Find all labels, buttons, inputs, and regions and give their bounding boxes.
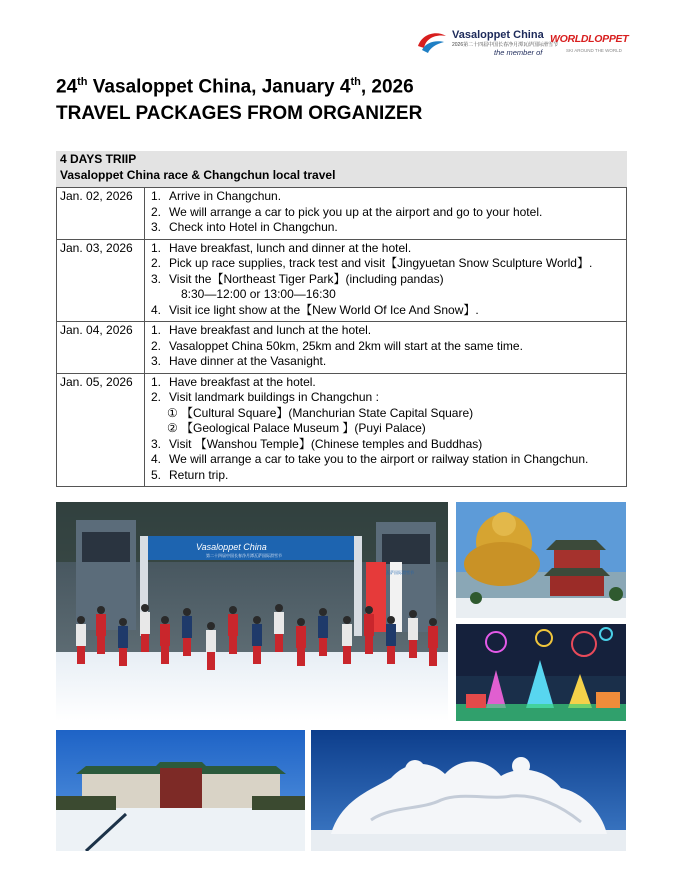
item-number: 1. xyxy=(151,374,162,389)
item-number: 4. xyxy=(151,452,162,466)
logo-name: Vasaloppet China xyxy=(452,29,544,41)
itinerary-item xyxy=(145,421,626,437)
itinerary-item xyxy=(145,205,626,221)
package-name: 4 DAYS TRIIP xyxy=(60,152,137,166)
item-number: 5. xyxy=(151,467,162,482)
snow-sculpture-photo xyxy=(311,730,626,851)
item-number: 4. xyxy=(151,302,162,317)
item-number: 2. xyxy=(151,390,162,404)
item-text: Have breakfast, lunch and dinner at the hotel. xyxy=(169,240,412,255)
itinerary-item xyxy=(145,287,626,303)
item-text: 【Geological Palace Museum 】(Puyi Palace) xyxy=(181,421,426,435)
itinerary-item xyxy=(145,256,626,272)
buddha-temple-photo xyxy=(456,502,626,618)
item-number: 3. xyxy=(151,354,162,368)
itinerary-item xyxy=(145,437,626,453)
item-text: Check into Hotel in Changchun. xyxy=(169,220,338,234)
vasaloppet-swoosh-icon xyxy=(416,30,448,54)
item-text: Have breakfast and lunch at the hotel. xyxy=(169,323,372,337)
logo-member-text: the member of xyxy=(494,48,543,57)
itinerary-row xyxy=(57,239,627,322)
itinerary-item xyxy=(145,220,626,236)
itinerary-activities xyxy=(145,322,627,374)
itinerary-activities xyxy=(145,239,627,322)
itinerary-activities xyxy=(145,188,627,240)
itinerary-item xyxy=(145,339,626,355)
item-number: 3. xyxy=(151,436,162,451)
itinerary-table xyxy=(56,187,627,487)
worldloppet-tagline: SKI AROUND THE WORLD xyxy=(566,48,622,53)
item-number: 2. xyxy=(151,204,162,219)
item-text: Arrive in Changchun. xyxy=(169,189,282,203)
itinerary-row xyxy=(57,322,627,374)
ice-light-show-photo xyxy=(456,624,626,721)
item-number: 2. xyxy=(151,256,162,270)
race-side-banner: 瓦萨国际滑雪节 xyxy=(386,570,414,575)
itinerary-item xyxy=(145,189,626,205)
item-number: 1. xyxy=(151,240,162,255)
itinerary-item xyxy=(145,241,626,257)
item-text: Visit 【Wanshou Temple】(Chinese temples and Buddhas) xyxy=(169,436,483,451)
item-number: 1. xyxy=(151,323,162,337)
itinerary-item xyxy=(145,468,626,484)
item-number: 2. xyxy=(151,338,162,353)
item-text: 【Cultural Square】(Manchurian State Capital Square) xyxy=(181,405,474,420)
worldloppet-logo: WORLDLOPPET xyxy=(550,33,629,45)
itinerary-item xyxy=(145,354,626,370)
item-text: 8:30—12:00 or 13:00—16:30 xyxy=(181,287,336,301)
item-circled-number: ① xyxy=(167,405,178,420)
itinerary-row xyxy=(57,188,627,240)
itinerary-item xyxy=(145,452,626,468)
item-text: Have dinner at the Vasanight. xyxy=(169,354,327,368)
item-text: Visit the【Northeast Tiger Park】(including pandas) xyxy=(169,271,444,286)
itinerary-item xyxy=(145,390,626,406)
item-text: Visit landmark buildings in Changchun : xyxy=(169,390,379,404)
itinerary-item xyxy=(145,375,626,391)
itinerary-activities xyxy=(145,373,627,487)
race-banner-subtext: 第二十四届中国长春净月潭瓦萨国际滑雪节 xyxy=(206,553,282,558)
page-subtitle: TRAVEL PACKAGES FROM ORGANIZER xyxy=(56,103,423,124)
item-number: 3. xyxy=(151,271,162,286)
itinerary-date: Jan. 02, 2026 xyxy=(57,188,145,240)
itinerary-item xyxy=(145,406,626,422)
race-start-photo xyxy=(56,502,448,721)
item-text: Return trip. xyxy=(169,467,229,482)
item-circled-number: ② xyxy=(167,421,178,435)
itinerary-item xyxy=(145,272,626,288)
item-number: 3. xyxy=(151,220,162,234)
page-title: 24th Vasaloppet China, January 4th, 2026 xyxy=(56,76,414,98)
item-text: Pick up race supplies, track test and visit【Jingyuetan Snow Sculpture World】. xyxy=(169,256,593,270)
organizer-logo xyxy=(416,28,629,62)
item-number: 1. xyxy=(151,189,162,203)
package-description: Vasaloppet China race & Changchun local travel xyxy=(60,168,336,182)
item-text: Have breakfast at the hotel. xyxy=(169,374,316,389)
itinerary-item xyxy=(145,323,626,339)
itinerary-date: Jan. 03, 2026 xyxy=(57,239,145,322)
race-banner-text: Vasaloppet China xyxy=(196,542,267,552)
itinerary-date: Jan. 05, 2026 xyxy=(57,373,145,487)
logo-subtitle: 2026第二十四届中国长春净月潭瓦萨国际滑雪节 xyxy=(452,42,559,48)
itinerary-item xyxy=(145,303,626,319)
cultural-square-photo xyxy=(56,730,305,851)
itinerary-row xyxy=(57,373,627,487)
package-header xyxy=(56,151,627,187)
item-text: Visit ice light show at the【New World Of Ice And Snow】. xyxy=(169,302,479,317)
item-text: Vasaloppet China 50km, 25km and 2km will start at the same time. xyxy=(169,338,523,353)
item-text: We will arrange a car to take you to the airport or railway station in Changchun. xyxy=(169,452,589,466)
itinerary-date: Jan. 04, 2026 xyxy=(57,322,145,374)
item-text: We will arrange a car to pick you up at the airport and go to your hotel. xyxy=(169,204,543,219)
